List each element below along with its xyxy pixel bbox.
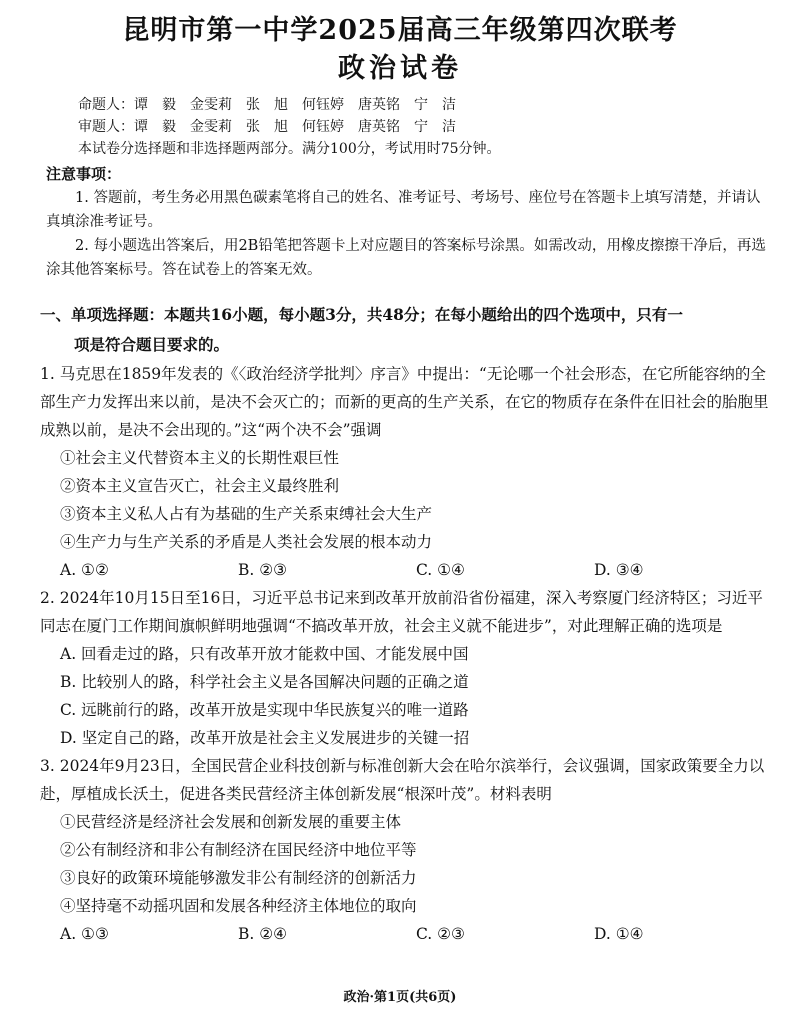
answer-choice-d: D. ①④ xyxy=(594,925,644,943)
exam-info-line: 本试卷分选择题和非选择题两部分。满分100分，考试用时75分钟。 xyxy=(78,141,501,157)
note-item: 1. 答题前，考生务必用黑色碳素笔将自己的姓名、准考证号、考场号、座位号在答题卡上填写清楚，并请认真填涂准考证号。 xyxy=(46,190,761,230)
answer-choice-c: C. ②③ xyxy=(416,925,465,943)
statement-item: ①民营经济是经济社会发展和创新发展的重要主体 xyxy=(60,813,402,831)
question-stem: 1. 马克思在1859年发表的《〈政治经济学批判〉序言》中提出：“无论哪一个社会形态，在它所能容纳的全部生产力发挥出来以前，是决不会灭亡的；而新的更高的生产关系，在它的物质存在条件在旧社会的胎胞里成熟以前，是决不会出现的。”这“两个决不会”强调 xyxy=(40,365,769,439)
exam-meta xyxy=(0,94,800,160)
page-footer: 政治·第1页(共6页) xyxy=(343,990,457,1005)
answer-choices xyxy=(0,920,800,948)
answer-choice-b: B. ②③ xyxy=(238,561,288,579)
statement-item: ③资本主义私人占有为基础的生产关系束缚社会大生产 xyxy=(60,505,433,523)
question-stem: 2. 2024年10月15日至16日，习近平总书记来到改革开放前沿省份福建，深入考察厦门经济特区；习近平同志在厦门工作期间旗帜鲜明地强调“不搞改革开放，社会主义就不能进步”，对此理解正确的选项是 xyxy=(40,589,763,635)
answer-choice-a: A. ①② xyxy=(60,561,109,579)
option-item: A. 回看走过的路，只有改革开放才能救中国、才能发展中国 xyxy=(60,645,469,663)
reviewers-line: 审题人：谭 毅 金雯莉 张 旭 何钰婷 唐英铭 宁 洁 xyxy=(78,119,456,135)
question-1 xyxy=(0,360,800,444)
section-heading-cont: 项是符合题目要求的。 xyxy=(74,335,230,354)
note-item: 2. 每小题选出答案后，用2B铅笔把答题卡上对应题目的答案标号涂黑。如需改动，用橡皮擦擦干净后，再选涂其他答案标号。答在试卷上的答案无效。 xyxy=(46,238,766,278)
answer-choice-a: A. ①③ xyxy=(60,925,109,943)
section-heading xyxy=(0,300,800,360)
statement-item: ④坚持毫不动摇巩固和发展各种经济主体地位的取向 xyxy=(60,897,417,915)
statement-item: ③良好的政策环境能够激发非公有制经济的创新活力 xyxy=(60,869,417,887)
question-3 xyxy=(0,752,800,808)
statement-item: ④生产力与生产关系的矛盾是人类社会发展的根本动力 xyxy=(60,533,433,551)
exam-subtitle: 政治试卷 xyxy=(338,53,462,84)
statement-item: ②公有制经济和非公有制经济在国民经济中地位平等 xyxy=(60,841,417,859)
statement-item: ①社会主义代替资本主义的长期性艰巨性 xyxy=(60,449,340,467)
question-stem: 3. 2024年9月23日，全国民营企业科技创新与标准创新大会在哈尔滨举行，会议强调，国家政策要全力以赴，厚植成长沃土，促进各类民营经济主体创新发展“根深叶茂”。材料表明 xyxy=(40,757,765,803)
answer-choice-c: C. ①④ xyxy=(416,561,465,579)
exam-title: 昆明市第一中学2025届高三年级第四次联考 xyxy=(122,15,678,46)
statement-item: ②资本主义宣告灭亡，社会主义最终胜利 xyxy=(60,477,340,495)
option-item: C. 远眺前行的路，改革开放是实现中华民族复兴的唯一道路 xyxy=(60,701,469,719)
option-item: B. 比较别人的路，科学社会主义是各国解决问题的正确之道 xyxy=(60,673,469,691)
question-2 xyxy=(0,584,800,640)
setters-line: 命题人：谭 毅 金雯莉 张 旭 何钰婷 唐英铭 宁 洁 xyxy=(78,97,456,113)
option-item: D. 坚定自己的路，改革开放是社会主义发展进步的关键一招 xyxy=(60,729,470,747)
answer-choice-d: D. ③④ xyxy=(594,561,644,579)
answer-choice-b: B. ②④ xyxy=(238,925,288,943)
section-heading-line: 一、单项选择题：本题共16小题，每小题3分，共48分；在每小题给出的四个选项中，只有一 xyxy=(40,305,683,324)
notes-heading: 注意事项： xyxy=(46,165,122,183)
answer-choices xyxy=(0,556,800,584)
